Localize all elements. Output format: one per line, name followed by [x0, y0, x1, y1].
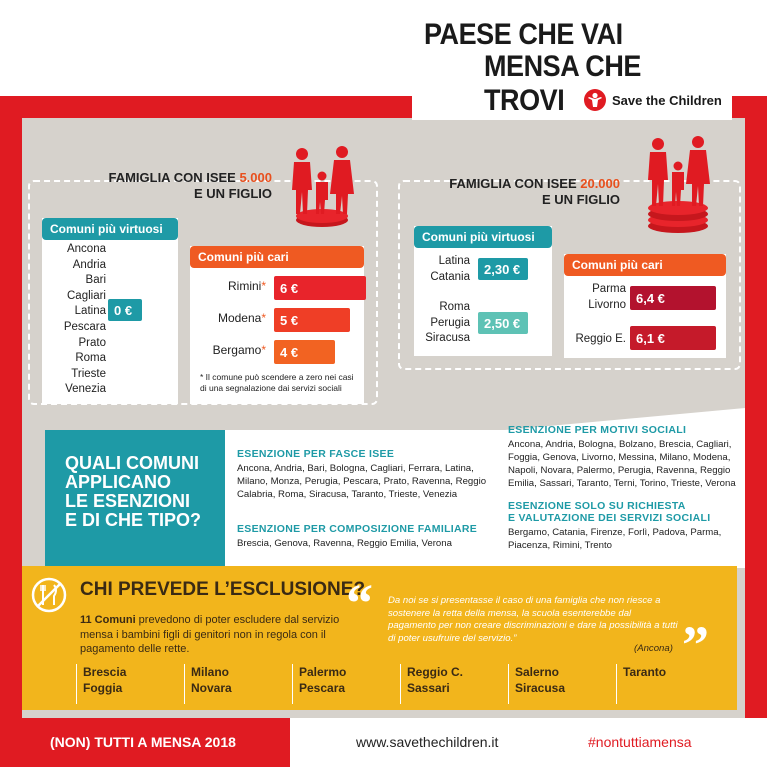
- title-line-2: MENSA CHE TROVI: [484, 50, 641, 117]
- exclusion-city-column: [76, 664, 176, 704]
- city: Siracusa: [425, 332, 470, 345]
- exemption-request: [508, 500, 740, 552]
- exclusion-city: Salerno: [515, 665, 560, 679]
- city: Roma: [75, 352, 106, 365]
- family-high-title: [440, 176, 620, 208]
- footer-website[interactable]: www.savethechildren.it: [356, 734, 499, 750]
- exclusion-city: Foggia: [83, 681, 123, 695]
- city: Venezia: [65, 383, 106, 396]
- save-the-children-icon: [584, 89, 606, 111]
- family-low-virtuous-card: [42, 218, 178, 404]
- expensive-row: [190, 274, 364, 300]
- family-high-virtuous-label: Comuni più virtuosi: [414, 226, 552, 248]
- family-low-footnote: * Il comune può scendere a zero nei casi di una segnalazione dai servizi sociali: [200, 372, 354, 393]
- city: Ancona: [66, 243, 106, 255]
- family-low-title-pre: FAMIGLIA CON ISEE: [108, 170, 240, 185]
- city: Andria: [72, 258, 106, 271]
- title-line-1: PAESE CHE VAI: [424, 18, 623, 51]
- exclusion-city-column: [508, 664, 608, 704]
- family-illustration-icon: [634, 130, 724, 234]
- family-high-virtuous-card: [414, 226, 552, 356]
- brand-name: Save the Children: [612, 92, 722, 108]
- city: Reggio E.: [575, 333, 626, 345]
- family-high-virtuous-price-1: 2,30 €: [478, 258, 528, 280]
- exclusion-quote-source: (Ancona): [634, 643, 673, 654]
- exemption-isee: [237, 448, 499, 501]
- family-illustration-icon: [282, 140, 364, 230]
- price-bar: 6 €: [274, 276, 366, 300]
- exclusion-city: Palermo: [299, 665, 347, 679]
- close-quote-icon: ”: [682, 615, 709, 675]
- city: Roma: [439, 301, 470, 313]
- city-name: Bergamo: [212, 343, 262, 357]
- exclusion-lead: [80, 613, 342, 657]
- question-line: APPLICANO: [65, 472, 172, 492]
- city: Catania: [430, 270, 470, 283]
- virtuous-group: [414, 300, 470, 347]
- family-low-title: [100, 170, 272, 202]
- expensive-row: [190, 306, 364, 332]
- virtuous-group: [414, 254, 470, 285]
- exemption-isee-list: Ancona, Andria, Bari, Bologna, Cagliari, Ferrara, Latina, Milano, Monza, Perugia, Pescara, Prato, Ravenna, Reggio Calabria, Roma, Siracusa, Taranto, Trieste, Venezia: [237, 463, 487, 500]
- exclusion-city: Sassari: [407, 681, 450, 695]
- city: Livorno: [588, 298, 626, 311]
- family-high-expensive-price-1: 6,4 €: [630, 286, 716, 310]
- city-name: Rimini: [227, 279, 262, 293]
- family-low-virtuous-list: [42, 242, 106, 398]
- exemption-family-list: Brescia, Genova, Ravenna, Reggio Emilia, Verona: [237, 538, 452, 549]
- exemption-social-heading: ESENZIONE PER MOTIVI SOCIALI: [508, 424, 687, 436]
- exclusion-city-column: [184, 664, 284, 704]
- exclusion-city: Novara: [191, 681, 232, 695]
- exemption-request-heading-2: E VALUTAZIONE DEI SERVIZI SOCIALI: [508, 512, 711, 524]
- exclusion-city-column: [400, 664, 500, 704]
- exclusion-title: CHI PREVEDE L’ESCLUSIONE?: [80, 579, 366, 600]
- city: Latina: [438, 255, 470, 267]
- family-high-title-value: 20.000: [580, 176, 620, 191]
- save-the-children-logo: [584, 86, 722, 114]
- exemptions-question-box: [45, 430, 225, 566]
- exclusion-city: Milano: [191, 665, 229, 679]
- family-high-expensive-card: [564, 254, 726, 358]
- family-high-expensive-label: Comuni più cari: [564, 254, 726, 276]
- exclusion-city: Taranto: [623, 665, 667, 679]
- family-low-expensive-card: [190, 246, 364, 404]
- family-low-virtuous-price: 0 €: [108, 299, 142, 321]
- exemptions-question: [65, 454, 201, 530]
- city: Latina: [74, 305, 106, 318]
- exemption-family-heading: ESENZIONE PER COMPOSIZIONE FAMILIARE: [237, 523, 478, 535]
- family-low-title-post: E UN FIGLIO: [194, 186, 272, 201]
- red-band-right: [745, 118, 767, 718]
- exclusion-city-columns: [76, 664, 726, 704]
- asterisk-mark: *: [261, 343, 266, 357]
- city-name: Modena: [217, 311, 262, 325]
- city: Cagliari: [67, 289, 106, 302]
- exemption-family: [237, 523, 507, 550]
- question-line: LE ESENZIONI: [65, 491, 191, 511]
- exclusion-city: Brescia: [83, 665, 127, 679]
- city: Trieste: [71, 367, 106, 380]
- expensive-group: [564, 282, 626, 313]
- exclusion-city: Reggio C.: [407, 665, 463, 679]
- exemption-request-heading-1: ESENZIONE SOLO SU RICHIESTA: [508, 500, 686, 512]
- city: Parma: [592, 283, 626, 295]
- exclusion-quote: Da noi se si presentasse il caso di una famiglia che non riesce a sostenere la retta della mensa, la scuola esenterebbe dal pagamento per non creare discriminazioni e dare la possibilità a tutti di poter usufruire del servizio.”: [388, 595, 678, 644]
- family-high-expensive-price-2: 6,1 €: [630, 326, 716, 350]
- exclusion-city-column: [292, 664, 392, 704]
- family-high-title-post: E UN FIGLIO: [542, 192, 620, 207]
- family-low-title-value: 5.000: [239, 170, 272, 185]
- city: Pescara: [63, 320, 106, 333]
- exemption-request-list: Bergamo, Catania, Firenze, Forlì, Padova, Parma, Piacenza, Rimini, Trento: [508, 527, 722, 551]
- question-line: E DI CHE TIPO?: [65, 510, 202, 530]
- price-bar: 5 €: [274, 308, 350, 332]
- family-low-virtuous-label: Comuni più virtuosi: [42, 218, 178, 240]
- asterisk-mark: *: [261, 311, 266, 325]
- family-high-title-pre: FAMIGLIA CON ISEE: [449, 176, 581, 191]
- family-high-virtuous-price-2: 2,50 €: [478, 312, 528, 334]
- footer-campaign: (NON) TUTTI A MENSA 2018: [50, 734, 236, 750]
- exclusion-city: Siracusa: [515, 681, 566, 695]
- family-low-expensive-label: Comuni più cari: [190, 246, 364, 268]
- expensive-row: [190, 338, 364, 364]
- footer-hashtag: #nontuttiamensa: [588, 734, 692, 750]
- city: Bari: [85, 274, 106, 287]
- city: [190, 279, 266, 295]
- exemption-social: [508, 424, 740, 490]
- asterisk-mark: *: [261, 279, 266, 293]
- exemption-isee-heading: ESENZIONE PER FASCE ISEE: [237, 448, 395, 460]
- no-cutlery-icon: [30, 576, 68, 614]
- city: Perugia: [430, 316, 470, 329]
- city: [190, 343, 266, 359]
- exclusion-lead-count: 11 Comuni: [80, 614, 136, 626]
- city: Prato: [78, 336, 106, 349]
- price-bar: 4 €: [274, 340, 335, 364]
- question-line: QUALI COMUNI: [65, 453, 199, 473]
- exclusion-city: Pescara: [299, 681, 346, 695]
- exclusion-city-column: [616, 664, 716, 704]
- city: [190, 311, 266, 327]
- red-band-left: [0, 118, 22, 718]
- open-quote-icon: “: [346, 573, 373, 633]
- exclusion-lead-text: prevedono di poter escludere dal servizio mensa i bambini figli di genitori non in regola con il pagamento delle rette.: [80, 614, 340, 655]
- exemption-social-list: Ancona, Andria, Bologna, Bolzano, Brescia, Cagliari, Foggia, Genova, Livorno, Messina, Milano, Modena, Napoli, Novara, Palermo, Perugia, Ravenna, Reggio Emilia, Sassari, Taranto, Terni, Torino, Trieste, Verona: [508, 439, 736, 489]
- expensive-group: [564, 332, 626, 348]
